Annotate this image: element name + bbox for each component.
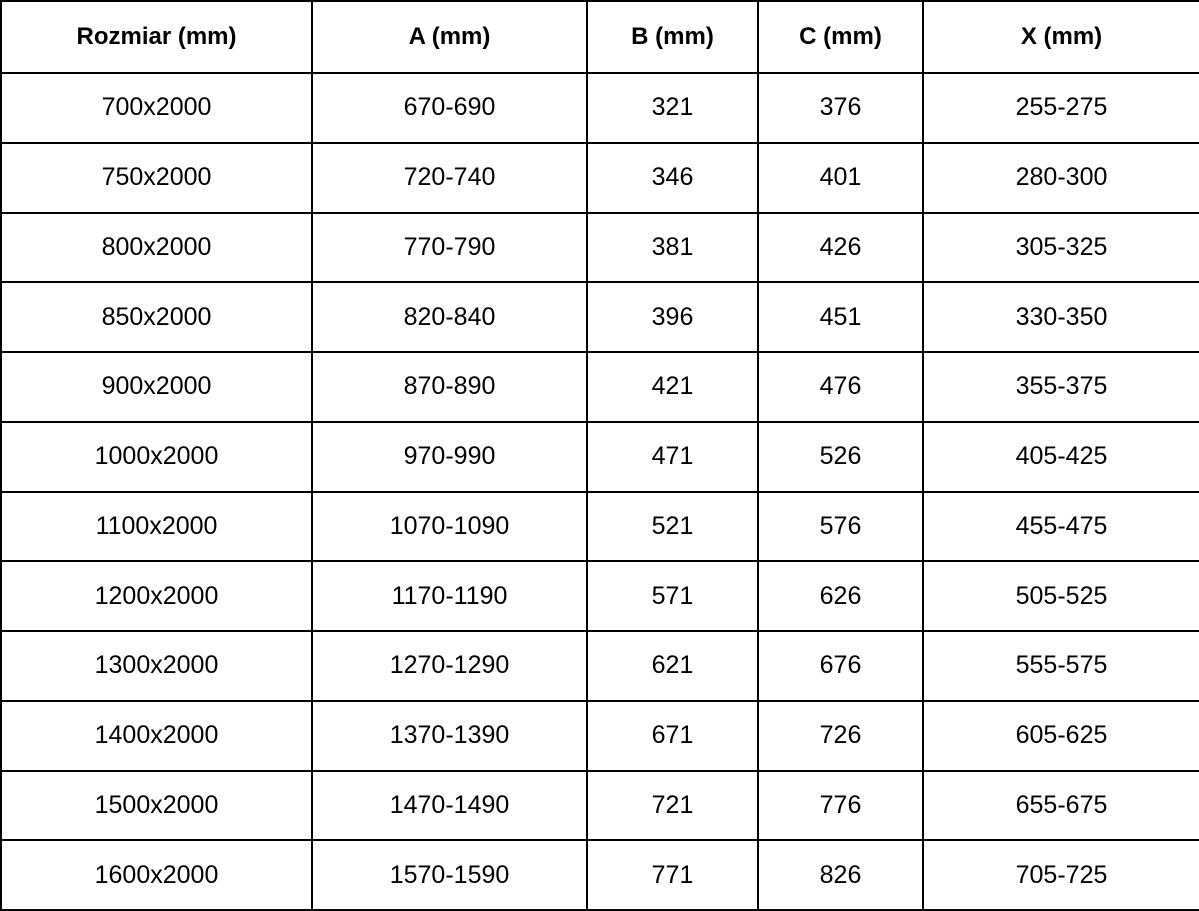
column-header: B (mm) — [587, 1, 758, 73]
table-cell: 401 — [758, 143, 923, 213]
table-cell: 396 — [587, 282, 758, 352]
table-cell: 621 — [587, 631, 758, 701]
table-cell: 720-740 — [312, 143, 587, 213]
table-cell: 1500x2000 — [1, 771, 312, 841]
table-cell: 1200x2000 — [1, 561, 312, 631]
table-cell: 770-790 — [312, 213, 587, 283]
column-header: C (mm) — [758, 1, 923, 73]
table-cell: 321 — [587, 73, 758, 143]
table-row — [1, 561, 1199, 631]
table-cell: 455-475 — [923, 492, 1199, 562]
table-cell: 451 — [758, 282, 923, 352]
table-cell: 376 — [758, 73, 923, 143]
table-row — [1, 143, 1199, 213]
table-cell: 571 — [587, 561, 758, 631]
table-cell: 1170-1190 — [312, 561, 587, 631]
table-cell: 850x2000 — [1, 282, 312, 352]
header-row — [1, 1, 1199, 73]
table-row — [1, 492, 1199, 562]
table-cell: 576 — [758, 492, 923, 562]
table-cell: 255-275 — [923, 73, 1199, 143]
table-row — [1, 701, 1199, 771]
table-cell: 605-625 — [923, 701, 1199, 771]
column-header: Rozmiar (mm) — [1, 1, 312, 73]
table-row — [1, 213, 1199, 283]
table-cell: 826 — [758, 840, 923, 910]
table-cell: 355-375 — [923, 352, 1199, 422]
table-cell: 1100x2000 — [1, 492, 312, 562]
table-cell: 426 — [758, 213, 923, 283]
table-cell: 776 — [758, 771, 923, 841]
table-cell: 750x2000 — [1, 143, 312, 213]
table-cell: 1300x2000 — [1, 631, 312, 701]
table-cell: 771 — [587, 840, 758, 910]
table-cell: 305-325 — [923, 213, 1199, 283]
table-cell: 476 — [758, 352, 923, 422]
table-cell: 381 — [587, 213, 758, 283]
table-cell: 721 — [587, 771, 758, 841]
table-cell: 676 — [758, 631, 923, 701]
table-cell: 1000x2000 — [1, 422, 312, 492]
table-cell: 1600x2000 — [1, 840, 312, 910]
table-cell: 800x2000 — [1, 213, 312, 283]
table-cell: 870-890 — [312, 352, 587, 422]
table-cell: 705-725 — [923, 840, 1199, 910]
table-row — [1, 73, 1199, 143]
table-cell: 521 — [587, 492, 758, 562]
table-cell: 1370-1390 — [312, 701, 587, 771]
column-header: A (mm) — [312, 1, 587, 73]
table-body — [1, 73, 1199, 910]
table-cell: 346 — [587, 143, 758, 213]
table-cell: 820-840 — [312, 282, 587, 352]
table-cell: 970-990 — [312, 422, 587, 492]
table-cell: 1470-1490 — [312, 771, 587, 841]
table-cell: 280-300 — [923, 143, 1199, 213]
table-cell: 655-675 — [923, 771, 1199, 841]
table-cell: 421 — [587, 352, 758, 422]
table-cell: 1570-1590 — [312, 840, 587, 910]
table-row — [1, 631, 1199, 701]
table-row — [1, 840, 1199, 910]
table-cell: 471 — [587, 422, 758, 492]
table-cell: 1400x2000 — [1, 701, 312, 771]
table-cell: 626 — [758, 561, 923, 631]
table-cell: 555-575 — [923, 631, 1199, 701]
table-cell: 670-690 — [312, 73, 587, 143]
table-row — [1, 771, 1199, 841]
table-row — [1, 282, 1199, 352]
table-cell: 900x2000 — [1, 352, 312, 422]
table-cell: 405-425 — [923, 422, 1199, 492]
table-cell: 726 — [758, 701, 923, 771]
table-cell: 526 — [758, 422, 923, 492]
table-cell: 671 — [587, 701, 758, 771]
column-header: X (mm) — [923, 1, 1199, 73]
table-cell: 1270-1290 — [312, 631, 587, 701]
table-cell: 330-350 — [923, 282, 1199, 352]
table-row — [1, 352, 1199, 422]
table-cell: 1070-1090 — [312, 492, 587, 562]
table-row — [1, 422, 1199, 492]
table-header — [1, 1, 1199, 73]
table-cell: 700x2000 — [1, 73, 312, 143]
table-cell: 505-525 — [923, 561, 1199, 631]
